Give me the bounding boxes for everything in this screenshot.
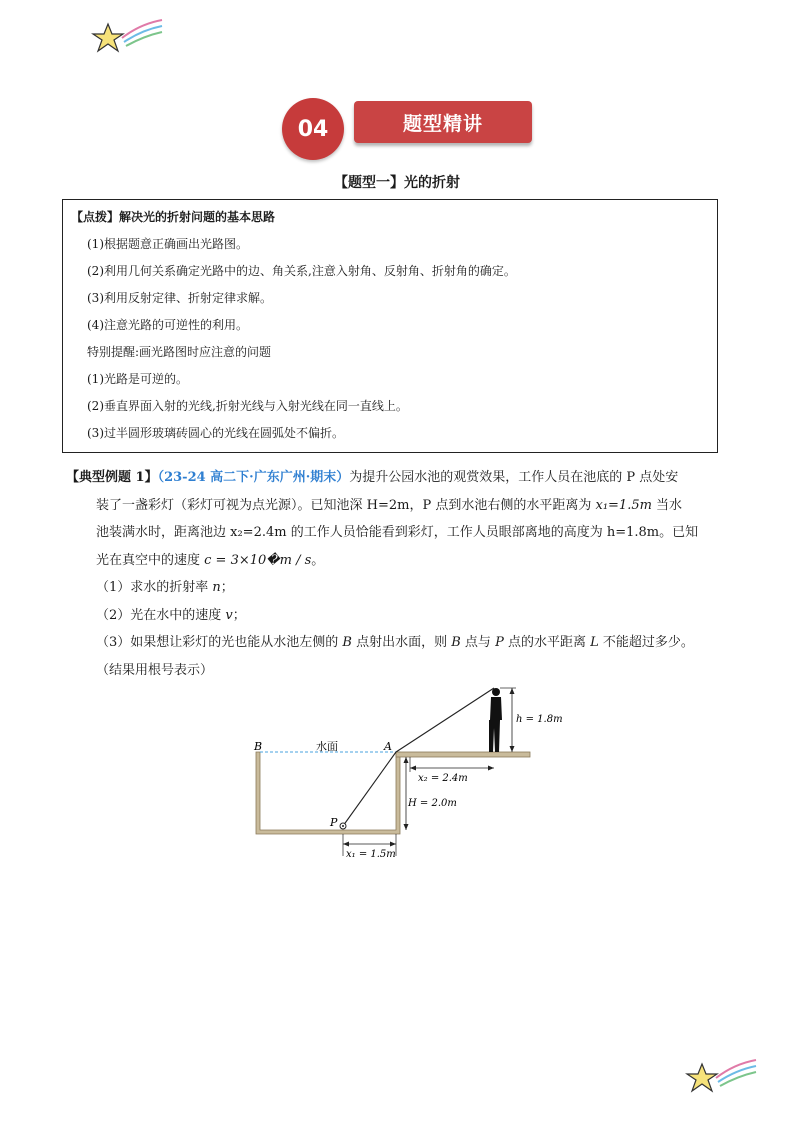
h-label: h = 1.8m: [516, 714, 563, 725]
x2-label: x₂ = 2.4m: [418, 773, 468, 784]
incident-ray: [396, 688, 494, 752]
x1-label: x₁ = 1.5m: [346, 849, 396, 860]
H-label: H = 2.0m: [408, 798, 457, 809]
tip-line: 特别提醒:画光路图时应注意的问题: [87, 345, 272, 359]
x1-formula: x₁=1.5m: [595, 497, 652, 513]
tip-line: (3)利用反射定律、折射定律求解。: [87, 291, 272, 305]
label-A: A: [384, 740, 392, 753]
tip-line: (4)注意光路的可逆性的利用。: [87, 318, 248, 332]
tip-line: (1)光路是可逆的。: [87, 372, 188, 386]
star-decoration-icon: [686, 1056, 758, 1098]
light-speed-formula: c = 3×10�m / s: [204, 552, 312, 568]
example-label: 【典型例题 1】: [66, 470, 158, 485]
example-text: 池装满水时，距离池边 x₂=2.4m 的工作人员恰能看到彩灯，工作人员眼部离地的高度为 h=1.8m。已知: [96, 525, 699, 540]
question-2: （2）光在水中的速度 v；: [96, 607, 246, 623]
star-decoration-icon: [92, 16, 164, 58]
label-B: B: [254, 740, 263, 753]
tip-box: [62, 199, 718, 453]
tip-line: (2)利用几何关系确定光路中的边、角关系,注意入射角、反射角、折射角的确定。: [87, 264, 516, 278]
example-text: 光在真空中的速度: [96, 552, 205, 568]
person-silhouette: [489, 688, 502, 752]
example-problem: [66, 464, 736, 684]
type-heading: 【题型一】光的折射: [334, 175, 460, 191]
pool-wall: [256, 752, 400, 834]
tip-line: (3)过半圆形玻璃砖圆心的光线在圆弧处不偏折。: [87, 426, 344, 440]
water-surface-label: 水面: [316, 740, 338, 753]
tip-title: 【点拨】解决光的折射问题的基本思路: [71, 210, 276, 224]
example-text: 当水: [651, 497, 683, 513]
example-text: 装了一盏彩灯（彩灯可视为点光源）。已知池深 H=2m，P 点到水池右侧的水平距离为: [96, 497, 596, 513]
example-text: 为提升公园水池的观赏效果，工作人员在池底的 P 点处安: [349, 470, 679, 485]
label-P: P: [330, 816, 338, 829]
question-3: （3）如果想让彩灯的光也能从水池左侧的 B 点射出水面，则 B 点与 P 点的水平距离 L 不能超过多少。: [96, 635, 694, 650]
refracted-ray: [343, 752, 396, 826]
answer-note: （结果用根号表示）: [96, 662, 214, 678]
example-text: 。: [311, 552, 325, 568]
question-1: （1）求水的折射率 n；: [96, 580, 234, 595]
ground: [396, 752, 530, 757]
section-number: 04: [282, 98, 344, 160]
pool-diagram: [250, 680, 563, 870]
tip-line: (1)根据题意正确画出光路图。: [87, 237, 248, 251]
example-source: （23-24 高二下·广东广州·期末）: [157, 470, 350, 485]
tip-line: (2)垂直界面入射的光线,折射光线与入射光线在同一直线上。: [87, 399, 408, 413]
section-title: 题型精讲: [354, 101, 532, 143]
section-badge: [282, 98, 534, 160]
